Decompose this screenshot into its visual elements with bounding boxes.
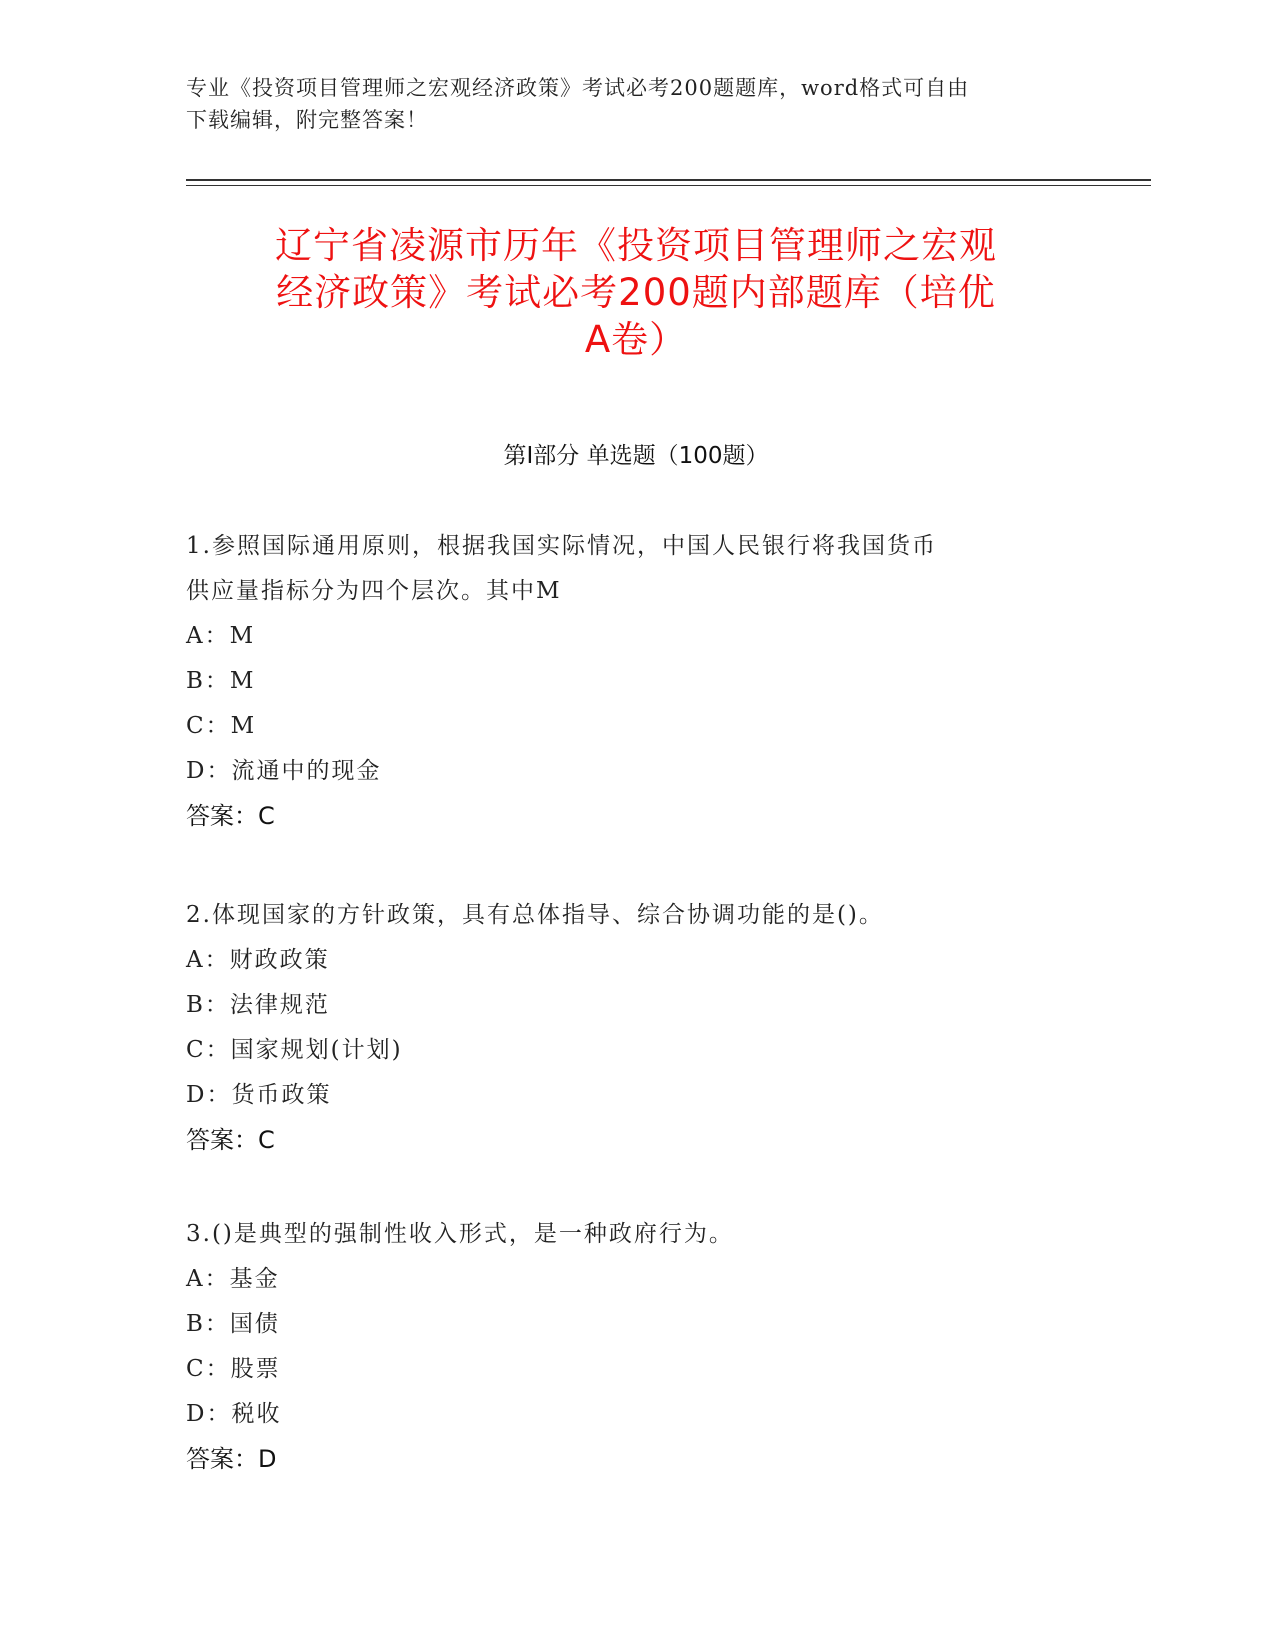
question-1 (186, 524, 1086, 839)
question-stem-line-1: 3.()是典型的强制性收入形式，是一种政府行为。 (186, 1221, 734, 1247)
header-note-line-2: 下载编辑，附完整答案！ (186, 108, 428, 132)
header-note-line-1: 专业《投资项目管理师之宏观经济政策》考试必考200题题库，word格式可自由 (186, 76, 970, 100)
document-title-line-2: 经济政策》考试必考200题内部题库（培优 (276, 271, 996, 314)
option-b: B：法律规范 (186, 992, 330, 1018)
question-stem-line-1: 2.体现国家的方针政策，具有总体指导、综合协调功能的是()。 (186, 902, 884, 928)
option-d: D：税收 (186, 1401, 282, 1427)
option-d: D：货币政策 (186, 1082, 332, 1108)
option-a: A：M (186, 623, 256, 649)
header-note (186, 72, 1086, 136)
answer: 答案：D (186, 1445, 277, 1473)
question-3 (186, 1212, 1086, 1482)
option-c: C：M (186, 713, 257, 739)
option-a: A：财政政策 (186, 947, 330, 973)
header-divider-thin (186, 185, 1151, 186)
option-b: B：国债 (186, 1311, 280, 1337)
question-stem-line-2: 供应量指标分为四个层次。其中M (186, 578, 562, 604)
document-title-line-1: 辽宁省凌源市历年《投资项目管理师之宏观 (275, 224, 997, 267)
answer: 答案：C (186, 1126, 275, 1154)
header-divider-thick (186, 179, 1151, 181)
section-title: 第I部分 单选题（100题） (503, 443, 769, 469)
option-b: B：M (186, 668, 256, 694)
option-a: A：基金 (186, 1266, 280, 1292)
option-c: C：股票 (186, 1356, 281, 1382)
document-title (186, 222, 1086, 363)
option-d: D：流通中的现金 (186, 758, 382, 784)
answer: 答案：C (186, 802, 275, 830)
document-title-line-3: A卷） (584, 318, 688, 361)
question-stem-line-1: 1.参照国际通用原则，根据我国实际情况，中国人民银行将我国货币 (186, 533, 937, 559)
question-2 (186, 893, 1086, 1163)
option-c: C：国家规划(计划) (186, 1037, 403, 1063)
